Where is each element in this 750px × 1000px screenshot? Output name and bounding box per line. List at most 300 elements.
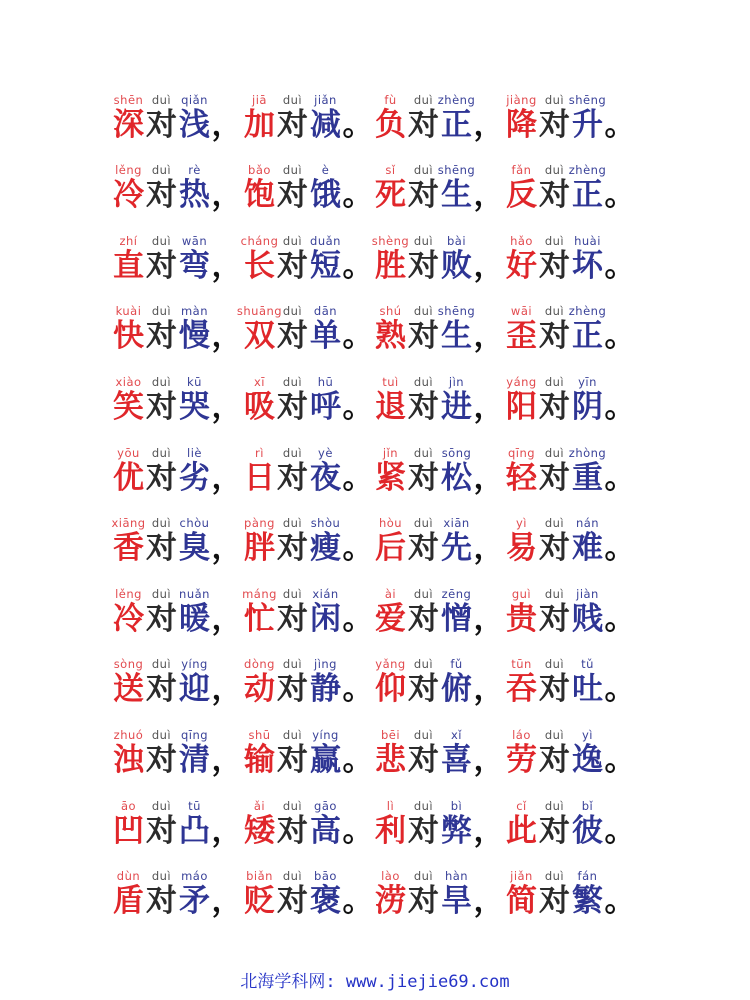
second-char-cell xyxy=(309,587,342,637)
second-char: 暖 xyxy=(179,600,210,637)
first-char: 加 xyxy=(244,106,275,143)
first-char-cell xyxy=(243,587,276,637)
first-char-pinyin: bǎo xyxy=(248,163,271,178)
dui-char: 对 xyxy=(408,812,439,849)
antonym-row xyxy=(0,566,750,637)
second-char-cell xyxy=(440,446,473,496)
first-char: 送 xyxy=(113,671,144,708)
first-char-pinyin: shū xyxy=(248,727,271,742)
dui-char: 对 xyxy=(146,883,177,920)
second-char-cell xyxy=(568,445,607,496)
first-char: 死 xyxy=(375,177,406,214)
dui-char-cell xyxy=(145,163,178,213)
dui-char-cell xyxy=(538,516,571,566)
punctuation: 。 xyxy=(342,318,374,355)
second-char: 败 xyxy=(441,247,472,284)
first-char-pinyin: guì xyxy=(511,586,532,601)
dui-char: 对 xyxy=(277,812,308,849)
first-char-pinyin: fǎn xyxy=(511,163,532,178)
antonym-pair xyxy=(112,728,243,778)
second-char-cell xyxy=(437,163,476,214)
dui-char: 对 xyxy=(146,459,177,496)
dui-char-cell xyxy=(407,799,440,849)
second-char-cell xyxy=(571,375,604,425)
second-char-cell xyxy=(309,728,342,778)
dui-char-pinyin: duì xyxy=(544,304,565,319)
dui-char-cell xyxy=(407,304,440,354)
first-char-cell xyxy=(505,304,538,354)
punctuation: 。 xyxy=(604,671,636,708)
second-char-cell xyxy=(440,587,473,637)
second-char-pinyin: dān xyxy=(313,304,338,319)
first-char-cell xyxy=(374,657,407,707)
punctuation: 。 xyxy=(342,812,374,849)
dui-char-cell xyxy=(538,728,571,778)
second-char: 升 xyxy=(572,106,603,143)
dui-char: 对 xyxy=(539,177,570,214)
first-char-pinyin: lào xyxy=(381,869,400,884)
punctuation: ， xyxy=(211,600,243,637)
dui-char: 对 xyxy=(277,530,308,567)
punctuation: ， xyxy=(211,247,243,284)
dui-char-cell xyxy=(145,304,178,354)
first-char-cell xyxy=(505,728,538,778)
punctuation: 。 xyxy=(342,671,374,708)
first-char: 香 xyxy=(113,530,144,567)
second-char-pinyin: yè xyxy=(318,445,333,460)
dui-char-cell xyxy=(276,93,309,143)
second-char-pinyin: tū xyxy=(188,798,201,813)
punctuation-cell xyxy=(211,657,243,707)
dui-char: 对 xyxy=(539,106,570,143)
second-char-cell xyxy=(571,869,604,919)
first-char-cell xyxy=(505,587,538,637)
second-char-cell xyxy=(568,92,607,143)
second-char-pinyin: zhèng xyxy=(437,92,476,107)
punctuation-cell xyxy=(342,869,374,919)
first-char: 胜 xyxy=(375,247,406,284)
dui-char-pinyin: duì xyxy=(151,798,172,813)
antonym-row xyxy=(0,72,750,143)
punctuation: ， xyxy=(473,459,505,496)
first-char: 直 xyxy=(113,247,144,284)
antonym-pair xyxy=(240,233,374,284)
punctuation-cell xyxy=(211,728,243,778)
second-char-pinyin: shēng xyxy=(568,92,607,107)
second-char-cell xyxy=(178,93,211,143)
second-char-cell xyxy=(178,163,211,213)
dui-char-pinyin: duì xyxy=(151,304,172,319)
first-char: 贬 xyxy=(244,883,275,920)
antonym-pair xyxy=(112,869,243,919)
dui-char-cell xyxy=(145,728,178,778)
punctuation: ， xyxy=(211,530,243,567)
antonym-pair xyxy=(112,375,243,425)
dui-char-pinyin: duì xyxy=(282,163,303,178)
second-char: 热 xyxy=(179,177,210,214)
first-char-pinyin: qīng xyxy=(507,445,536,460)
antonym-row xyxy=(0,213,750,284)
second-char-pinyin: gāo xyxy=(314,798,337,813)
dui-char: 对 xyxy=(539,247,570,284)
punctuation-cell xyxy=(604,234,636,284)
dui-char: 对 xyxy=(146,741,177,778)
first-char-pinyin: ài xyxy=(384,586,397,601)
punctuation-cell xyxy=(604,869,636,919)
punctuation: 。 xyxy=(342,247,374,284)
dui-char-cell xyxy=(276,163,309,213)
dui-char: 对 xyxy=(539,318,570,355)
second-char: 呼 xyxy=(310,388,341,425)
dui-char-cell xyxy=(407,516,440,566)
first-char-pinyin: láo xyxy=(512,727,531,742)
dui-char: 对 xyxy=(539,671,570,708)
dui-char: 对 xyxy=(277,671,308,708)
first-char-pinyin: dùn xyxy=(116,869,141,884)
dui-char-pinyin: duì xyxy=(413,657,434,672)
punctuation-cell xyxy=(473,516,505,566)
second-char-pinyin: jiàn xyxy=(576,586,599,601)
dui-char-cell xyxy=(538,446,571,496)
second-char: 闲 xyxy=(310,600,341,637)
second-char-pinyin: rè xyxy=(188,163,201,178)
first-char-cell xyxy=(374,728,407,778)
dui-char-cell xyxy=(276,516,309,566)
dui-char-pinyin: duì xyxy=(544,374,565,389)
first-char-pinyin: zhuó xyxy=(113,727,144,742)
dui-char-pinyin: duì xyxy=(282,869,303,884)
first-char-pinyin: tūn xyxy=(511,657,532,672)
second-char-pinyin: sōng xyxy=(441,445,472,460)
dui-char-pinyin: duì xyxy=(413,869,434,884)
punctuation: ， xyxy=(473,530,505,567)
first-char: 此 xyxy=(506,812,537,849)
dui-char: 对 xyxy=(277,177,308,214)
second-char: 哭 xyxy=(179,388,210,425)
antonym-pair xyxy=(243,163,374,213)
antonym-pair xyxy=(374,516,505,566)
first-char: 吸 xyxy=(244,388,275,425)
dui-char-cell xyxy=(145,869,178,919)
dui-char-cell xyxy=(145,375,178,425)
second-char-pinyin: zēng xyxy=(441,586,472,601)
second-char-pinyin: jiǎn xyxy=(314,92,337,107)
first-char: 阳 xyxy=(506,388,537,425)
second-char-pinyin: xiān xyxy=(443,516,470,531)
punctuation: ， xyxy=(473,741,505,778)
dui-char: 对 xyxy=(408,530,439,567)
punctuation-cell xyxy=(211,799,243,849)
antonym-row xyxy=(0,778,750,849)
first-char: 降 xyxy=(506,106,537,143)
second-char: 阴 xyxy=(572,388,603,425)
second-char-cell xyxy=(309,304,342,354)
antonym-pair xyxy=(243,657,374,707)
first-char-cell xyxy=(374,869,407,919)
second-char-cell xyxy=(571,516,604,566)
second-char-cell xyxy=(309,446,342,496)
first-char-cell xyxy=(243,799,276,849)
antonym-row xyxy=(0,849,750,920)
punctuation-cell xyxy=(473,869,505,919)
second-char-cell xyxy=(571,728,604,778)
dui-char-cell xyxy=(538,93,571,143)
dui-char-cell xyxy=(538,375,571,425)
first-char: 双 xyxy=(244,318,275,355)
first-char-cell xyxy=(112,657,145,707)
antonym-pair xyxy=(505,93,636,143)
antonym-pair xyxy=(374,799,505,849)
second-char-cell xyxy=(437,92,476,143)
punctuation-cell xyxy=(342,516,374,566)
first-char: 轻 xyxy=(506,459,537,496)
first-char-cell xyxy=(236,304,283,355)
punctuation-cell xyxy=(342,93,374,143)
second-char: 赢 xyxy=(310,741,341,778)
punctuation-cell xyxy=(342,587,374,637)
first-char-cell xyxy=(243,657,276,707)
dui-char-cell xyxy=(538,657,571,707)
second-char-pinyin: duǎn xyxy=(310,233,341,248)
dui-char-cell xyxy=(538,234,571,284)
first-char: 歪 xyxy=(506,318,537,355)
first-char-cell xyxy=(505,93,538,143)
second-char: 凸 xyxy=(179,812,210,849)
second-char-pinyin: tǔ xyxy=(581,657,594,672)
second-char-cell xyxy=(440,657,473,707)
second-char: 彼 xyxy=(572,812,603,849)
first-char-pinyin: lì xyxy=(386,798,395,813)
punctuation-cell xyxy=(342,375,374,425)
second-char-pinyin: wān xyxy=(181,233,208,248)
first-char-pinyin: pàng xyxy=(244,516,275,531)
first-char-cell xyxy=(243,728,276,778)
first-char-cell xyxy=(374,587,407,637)
first-char-pinyin: āo xyxy=(120,798,137,813)
first-char-pinyin: ǎi xyxy=(253,798,266,813)
dui-char-cell xyxy=(407,375,440,425)
second-char-cell xyxy=(437,304,476,355)
punctuation-cell xyxy=(342,234,374,284)
first-char-cell xyxy=(505,446,538,496)
first-char: 凹 xyxy=(113,812,144,849)
antonym-pair xyxy=(374,446,505,496)
punctuation-cell xyxy=(211,446,243,496)
dui-char-pinyin: duì xyxy=(413,516,434,531)
punctuation: 。 xyxy=(604,388,636,425)
second-char: 短 xyxy=(310,247,341,284)
antonym-pair xyxy=(243,869,374,919)
punctuation: ， xyxy=(211,106,243,143)
dui-char-cell xyxy=(538,304,571,354)
punctuation: ， xyxy=(211,177,243,214)
punctuation-cell xyxy=(211,869,243,919)
antonym-pair xyxy=(374,93,505,143)
first-char-cell xyxy=(505,799,538,849)
first-char: 爱 xyxy=(375,600,406,637)
second-char: 臭 xyxy=(179,530,210,567)
dui-char: 对 xyxy=(277,388,308,425)
antonym-pair xyxy=(374,869,505,919)
first-char-pinyin: hǎo xyxy=(510,233,533,248)
second-char-pinyin: bài xyxy=(446,233,467,248)
dui-char-pinyin: duì xyxy=(544,798,565,813)
second-char-cell xyxy=(309,869,342,919)
second-char-pinyin: nuǎn xyxy=(179,586,210,601)
second-char-pinyin: bāo xyxy=(314,869,337,884)
second-char-cell xyxy=(309,516,342,566)
first-char: 忙 xyxy=(244,600,275,637)
punctuation: 。 xyxy=(604,741,636,778)
dui-char: 对 xyxy=(146,530,177,567)
first-char-pinyin: jǐn xyxy=(382,445,399,460)
dui-char-pinyin: duì xyxy=(282,798,303,813)
dui-char-pinyin: duì xyxy=(282,657,303,672)
punctuation: 。 xyxy=(604,177,636,214)
punctuation: ， xyxy=(211,741,243,778)
punctuation-cell xyxy=(604,93,636,143)
dui-char: 对 xyxy=(539,812,570,849)
second-char-pinyin: yíng xyxy=(181,657,208,672)
antonym-row xyxy=(0,637,750,708)
first-char: 利 xyxy=(375,812,406,849)
antonym-pair xyxy=(505,304,636,354)
second-char: 正 xyxy=(572,177,603,214)
punctuation: ， xyxy=(473,883,505,920)
first-char: 紧 xyxy=(375,459,406,496)
first-char-pinyin: dòng xyxy=(244,657,275,672)
dui-char-pinyin: duì xyxy=(413,233,434,248)
dui-char-cell xyxy=(407,163,440,213)
dui-char-cell xyxy=(407,657,440,707)
punctuation: 。 xyxy=(604,318,636,355)
dui-char-pinyin: duì xyxy=(413,304,434,319)
second-char-cell xyxy=(309,657,342,707)
first-char-pinyin: xiào xyxy=(115,374,142,389)
antonym-pair xyxy=(374,375,505,425)
second-char-cell xyxy=(440,869,473,919)
punctuation: 。 xyxy=(604,247,636,284)
antonym-row xyxy=(0,707,750,778)
first-char-pinyin: jiā xyxy=(252,92,267,107)
site-footer: 北海学科网: www.jiejie69.com xyxy=(240,972,510,992)
second-char: 憎 xyxy=(441,600,472,637)
second-char-cell xyxy=(178,799,211,849)
second-char: 减 xyxy=(310,106,341,143)
first-char: 冷 xyxy=(113,600,144,637)
first-char-cell xyxy=(374,446,407,496)
first-char: 盾 xyxy=(113,883,144,920)
first-char: 贵 xyxy=(506,600,537,637)
dui-char: 对 xyxy=(408,671,439,708)
dui-char: 对 xyxy=(408,741,439,778)
punctuation: ， xyxy=(473,600,505,637)
first-char-cell xyxy=(243,375,276,425)
dui-char-pinyin: duì xyxy=(282,586,303,601)
second-char: 先 xyxy=(441,530,472,567)
antonym-pair xyxy=(236,304,374,355)
punctuation-cell xyxy=(473,163,505,213)
antonym-pair xyxy=(112,304,243,354)
antonym-pair xyxy=(505,516,636,566)
antonym-pair xyxy=(505,869,636,919)
punctuation: 。 xyxy=(604,600,636,637)
dui-char: 对 xyxy=(539,741,570,778)
first-char: 笑 xyxy=(113,388,144,425)
first-char: 劳 xyxy=(506,741,537,778)
dui-char-cell xyxy=(407,869,440,919)
first-char-cell xyxy=(374,516,407,566)
punctuation-cell xyxy=(604,728,636,778)
second-char-cell xyxy=(309,163,342,213)
first-char: 反 xyxy=(506,177,537,214)
dui-char-pinyin: duì xyxy=(544,657,565,672)
punctuation: ， xyxy=(473,247,505,284)
first-char-pinyin: hòu xyxy=(378,516,403,531)
dui-char-cell xyxy=(145,93,178,143)
first-char: 仰 xyxy=(375,671,406,708)
second-char: 俯 xyxy=(441,671,472,708)
punctuation: 。 xyxy=(342,741,374,778)
first-char-cell xyxy=(374,799,407,849)
first-char: 简 xyxy=(506,883,537,920)
second-char-cell xyxy=(309,375,342,425)
dui-char-pinyin: duì xyxy=(151,374,172,389)
first-char-pinyin: zhí xyxy=(119,233,138,248)
first-char-pinyin: sòng xyxy=(113,657,144,672)
first-char-pinyin: máng xyxy=(242,586,277,601)
first-char-cell xyxy=(371,233,410,284)
first-char-pinyin: kuài xyxy=(115,304,142,319)
dui-char: 对 xyxy=(408,318,439,355)
first-char-pinyin: yì xyxy=(515,516,527,531)
antonym-pair xyxy=(112,163,243,213)
first-char-pinyin: shēn xyxy=(113,92,144,107)
second-char-cell xyxy=(440,234,473,284)
antonym-pair xyxy=(112,234,243,284)
first-char-cell xyxy=(112,304,145,354)
dui-char: 对 xyxy=(539,459,570,496)
dui-char: 对 xyxy=(277,247,308,284)
dui-char-pinyin: duì xyxy=(282,304,303,319)
first-char-pinyin: xī xyxy=(253,374,265,389)
dui-char-pinyin: duì xyxy=(151,163,172,178)
second-char: 劣 xyxy=(179,459,210,496)
second-char-cell xyxy=(178,869,211,919)
first-char: 优 xyxy=(113,459,144,496)
dui-char-pinyin: duì xyxy=(151,727,172,742)
antonym-pair xyxy=(505,234,636,284)
antonym-pair xyxy=(243,587,374,637)
punctuation: ， xyxy=(211,812,243,849)
punctuation: ， xyxy=(473,177,505,214)
second-char-cell xyxy=(571,234,604,284)
first-char-cell xyxy=(112,587,145,637)
first-char: 负 xyxy=(375,106,406,143)
antonym-pair xyxy=(505,375,636,425)
punctuation: 。 xyxy=(342,459,374,496)
punctuation: ， xyxy=(473,106,505,143)
dui-char: 对 xyxy=(408,106,439,143)
punctuation-cell xyxy=(604,446,636,496)
punctuation: 。 xyxy=(604,812,636,849)
dui-char: 对 xyxy=(277,741,308,778)
antonym-row xyxy=(0,496,750,567)
second-char-pinyin: shēng xyxy=(437,304,476,319)
antonym-row xyxy=(0,143,750,214)
first-char: 浊 xyxy=(113,741,144,778)
antonym-pair xyxy=(505,587,636,637)
